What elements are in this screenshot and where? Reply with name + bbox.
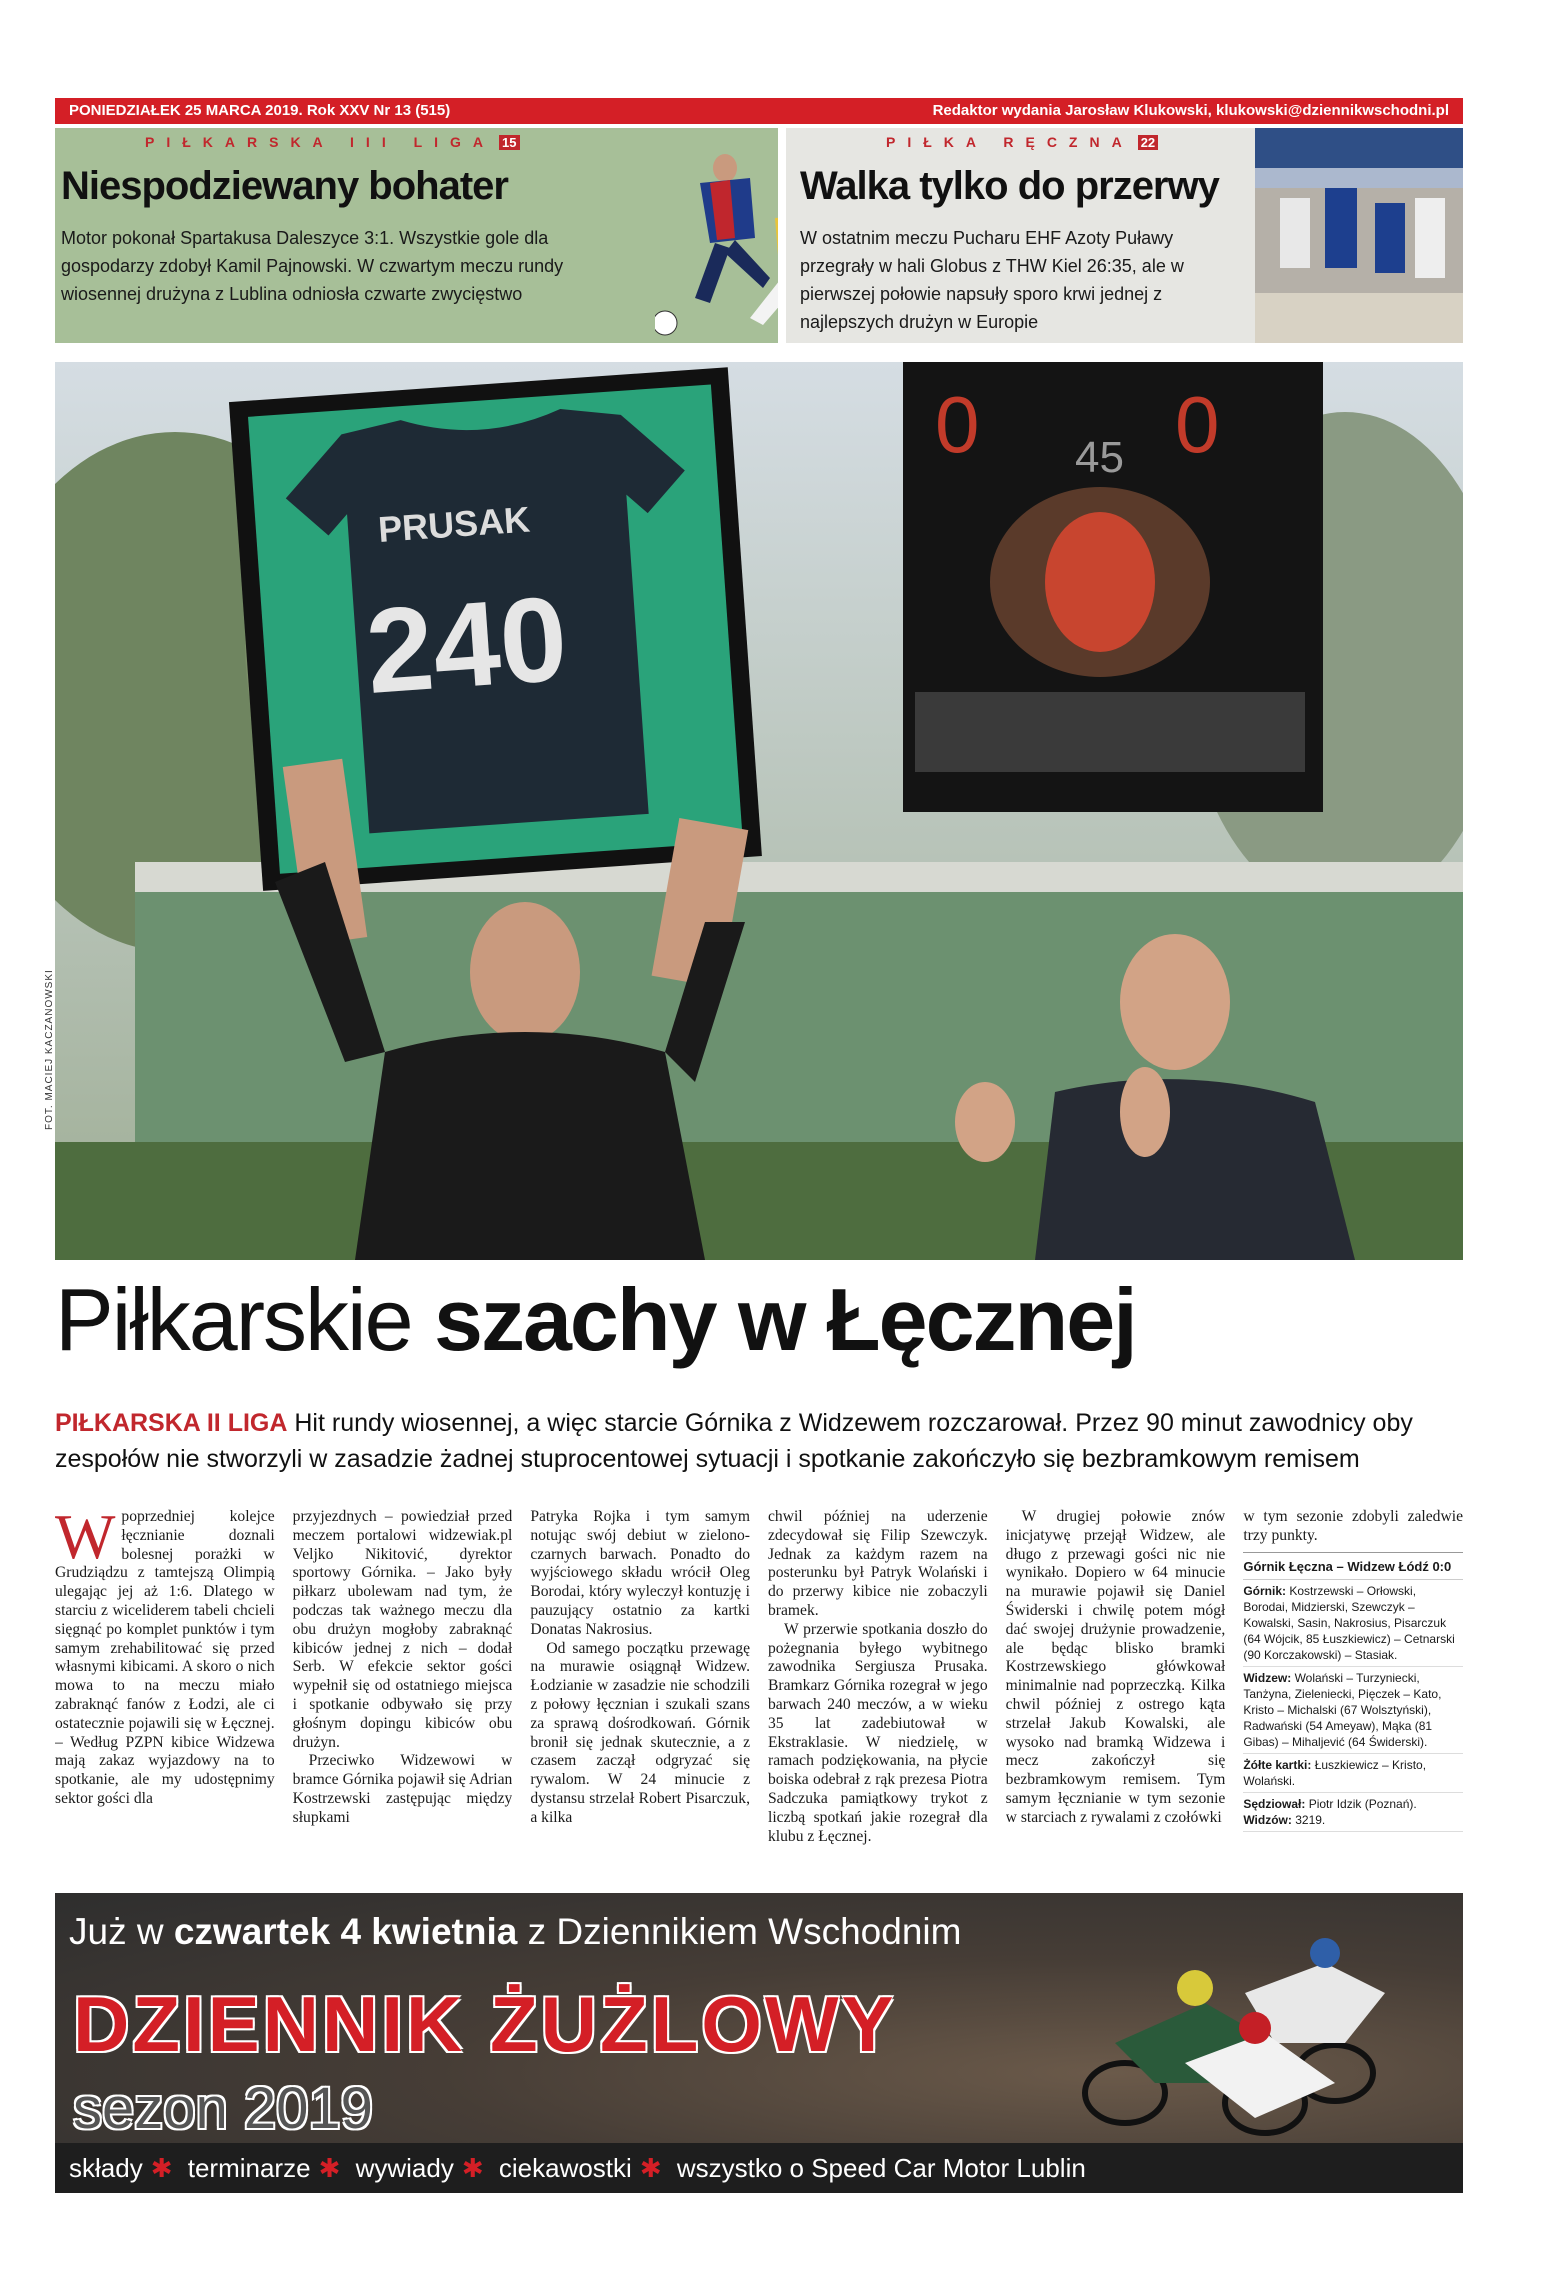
match-score: Górnik Łęczna – Widzew Łódź 0:0 — [1243, 1553, 1463, 1580]
topic-item: ciekawostki — [498, 2153, 632, 2183]
scoreboard-away: 0 — [1175, 380, 1220, 469]
handball-players-photo — [1255, 128, 1463, 343]
article-body — [55, 1508, 1463, 1874]
banner-topics — [55, 2143, 1463, 2193]
topic-item: wszystko o Speed Car Motor Lublin — [676, 2153, 1086, 2183]
headline-bold: szachy w Łęcznej — [434, 1270, 1136, 1369]
teaser-text: Motor pokonał Spartakusa Daleszyce 3:1. Wszystkie gole dla gospodarzy zdobył Kamil Pajnowski. W czwartym meczu rundy wiosennej drużyna z Lublina odniosła czwarte zwycięstwo — [61, 228, 564, 304]
gornik-lineup: Górnik: Kostrzewski – Orłowski, Borodai, Midzierski, Szewczyk – Kowalski, Sasin, Nakrosius, Pisarczuk (64 Wójcik, 85 Łuszkiewicz) – Cetnarski (90 Korczakowski) – Stasiak. — [1243, 1580, 1463, 1667]
main-photo — [55, 362, 1463, 1260]
topic-item: składy — [69, 2153, 143, 2183]
jersey-ceremony-photo — [55, 362, 1463, 1260]
topic-item: terminarze — [187, 2153, 311, 2183]
banner-title: DZIENNIK ŻUŻLOWY — [73, 1980, 897, 2068]
teaser-football[interactable] — [55, 128, 778, 343]
jersey-name: PRUSAK — [376, 498, 532, 550]
teaser-text: W ostatnim meczu Pucharu EHF Azoty Puławy przegrały w hali Globus z THW Kiel 26:35, ale w pierwszej połowie napsuły sporo krwi jednej z najlepszych drużyn w Europie — [800, 228, 1184, 332]
masthead-bar — [55, 98, 1463, 124]
teaser-handball[interactable] — [786, 128, 1463, 343]
banner-announcement: Już w czwartek 4 kwietnia z Dziennikiem Wschodnim — [69, 1911, 962, 1952]
speedway-riders-illustration — [1005, 1933, 1435, 2143]
scoreboard-home: 0 — [935, 380, 980, 469]
headline-light: Piłkarskie — [55, 1270, 412, 1369]
article-column-2: przyjezdnych – powiedział przed meczem portalowi widzewiak.pl Veljko Nikitović, dyrektor sportowy Górnika. – Jako były piłkarz ubolewam nad tym, że podczas tak ważnego meczu dla obu drużyn mogłoby zabraknąć kibiców jednej z nich – dodał Serb. W efekcie sektor gości wypełnił się od ostatniego miejsca i spotkanie odbywało się przy głośnym dopingu kibiców obu drużyn. Przeciwko Widzewowi w bramce Górnika pojawił się Adrian Kostrzewski zastępując między słupkami — [292, 1508, 513, 1826]
banner-season: sezon 2019 — [73, 2076, 373, 2141]
football-players-photo — [655, 128, 778, 343]
star-icon: ✱ — [461, 2153, 484, 2183]
article-column-3: Patryka Rojka i tym samym notując swój debiut w zielono-czarnych barwach. Ponadto do wyjściowego składu wrócił Oleg Borodai, który wyleczył kontuzję i pauzujący ostatnio za kartki Donatas Nakrosius. Od samego początku przewagę na murawie osiągnął Widzew. Łodzianie w zasadzie nie schodzili z połowy łęcznian i szukali szans za sprawą dośrodkowań. Górnik bronił się jednak skutecznie, a z czasem zaczął odgryzać się rywalom. W 24 minucie z dystansu strzelał Robert Pisarczuk, a kilka — [530, 1508, 750, 1826]
lead-paragraph — [55, 1405, 1463, 1477]
article-column-5: W drugiej połowie znów inicjatywę przejął Widzew, ale długo z przewagi gości nic nie wynikało. Dopiero w 64 minucie na murawie pojawił się Daniel Świderski i chwilę potem mógł dać swojej drużynie prowadzenie, ale będąc blisko bramki Kostrzewskiego główkował minimalnie nad poprzeczką. Kilka chwil później z ostrego kąta strzelał Jakub Kowalski, ale wysoko nad bramką Widzewa i mecz zakończył się bezbramkowym remisem. Tym samym łęcznianie w tym sezonie w starciach z rywalami z czołówki — [1005, 1508, 1226, 1826]
dropcap: W — [55, 1508, 116, 1572]
article-column-1: Wpoprzedniej kolejce łęcznianie doznali bolesnej porażki w Grudziądzu z tamtejszą Olimpią ulegając jej aż 1:6. Dlatego w starciu z wiceliderem tabeli chcieli sięgnąć po komplet punktów i tym samym zrehabilitować się przed własnymi kibicami. A skoro o nich mowa to na meczu miało zabraknąć fanów z Łodzi, ale ci ostatecznie pojawili się w Łęcznej. – Według PZPN kibice Widzewa mają zakaz wyjazdowy na to spotkanie, ale my udostępnimy sektor gości dla — [55, 1508, 275, 1807]
page-number: 22 — [1138, 135, 1158, 150]
referee-attendance: Sędziował: Piotr Idzik (Poznań). Widzów: 3219. — [1243, 1793, 1463, 1832]
article-column-6: w tym sezonie zdobyli zaledwie trzy punkty. Górnik Łęczna – Widzew Łódź 0:0 Górnik: Kostrzewski – Orłowski, Borodai, Midzierski, Szewczyk – Kowalski, Sasin, Nakrosius, Pisarczuk (64 Wójcik, 85 Łuszkiewicz) – Cetnarski (90 Korczakowski) – Stasiak. Widzew: Wolański – Turzyniecki, Tanżyna, Zieleniecki, Pięczek – Kato, Kristo – Michalski (67 Wolsztyński), Radwański (54 Ameyaw), Mąka (81 Gibas) – Mihaljević (64 Świderski). Żółte kartki: Łuszkiewicz – Kristo, Wolański. Sędziował: Piotr Idzik (Poznań). Widzów: 3219. — [1243, 1508, 1463, 1874]
widzew-lineup: Widzew: Wolański – Turzyniecki, Tanżyna, Zieleniecki, Pięczek – Kato, Kristo – Michalski (67 Wolsztyński), Radwański (54 Ameyaw), Mąka (81 Gibas) – Mihaljević (64 Świderski). — [1243, 1667, 1463, 1754]
page-number: 15 — [499, 135, 519, 150]
teaser-title: Walka tylko do przerwy — [800, 164, 1219, 208]
teaser-kicker: PIŁKA RĘCZNA 22 — [886, 134, 1158, 150]
speedway-ad-banner[interactable] — [55, 1893, 1463, 2193]
scoreboard-time: 45 — [1075, 433, 1124, 482]
topic-item: wywiady — [355, 2153, 454, 2183]
lead-text: Hit rundy wiosennej, a więc starcie Górnika z Widzewem rozczarował. Przez 90 minut zawodnicy oby zespołów nie stworzyli w zasadzie żadnej stuprocentowej sytuacji i spotkanie zakończyło się bezbramkowym remisem — [55, 1409, 1413, 1473]
rubric: PIŁKARSKA II LIGA — [55, 1409, 288, 1437]
teaser-kicker: PIŁKARSKA III LIGA 15 — [145, 134, 520, 150]
star-icon: ✱ — [639, 2153, 662, 2183]
headline — [55, 1270, 1463, 1370]
editor-contact: Redaktor wydania Jarosław Klukowski, klukowski@dziennikwschodni.pl — [932, 102, 1449, 119]
teaser-title: Niespodziewany bohater — [61, 164, 508, 208]
photo-credit: FOT. MACIEJ KACZANOWSKI — [44, 969, 55, 1130]
article-column-4: chwil później na uderzenie zdecydował się Filip Szewczyk. Jednak za każdym razem na posterunku był Patryk Wolański i do przerwy kibice nie zobaczyli bramek. W przerwie spotkania doszło do pożegnania byłego wybitnego zawodnika Sergiusza Prusaka. Bramkarz Górnika rozegrał w jego barwach 240 meczów, a w wieku 35 lat zadebiutował w Ekstraklasie. W niedzielę, w ramach podziękowania, na płycie boiska odebrał z rąk prezesa Piotra Sadczuka pamiątkowy trykot z liczbą spotkań jakie rozegrał dla klubu z Łęcznej. — [768, 1508, 988, 1845]
issue-date: PONIEDZIAŁEK 25 MARCA 2019. Rok XXV Nr 13 (515) — [69, 102, 451, 119]
jersey-number: 240 — [362, 571, 572, 719]
star-icon: ✱ — [150, 2153, 173, 2183]
star-icon: ✱ — [318, 2153, 341, 2183]
match-summary-box — [1243, 1552, 1463, 1832]
yellow-cards: Żółte kartki: Łuszkiewicz – Kristo, Wolański. — [1243, 1754, 1463, 1793]
